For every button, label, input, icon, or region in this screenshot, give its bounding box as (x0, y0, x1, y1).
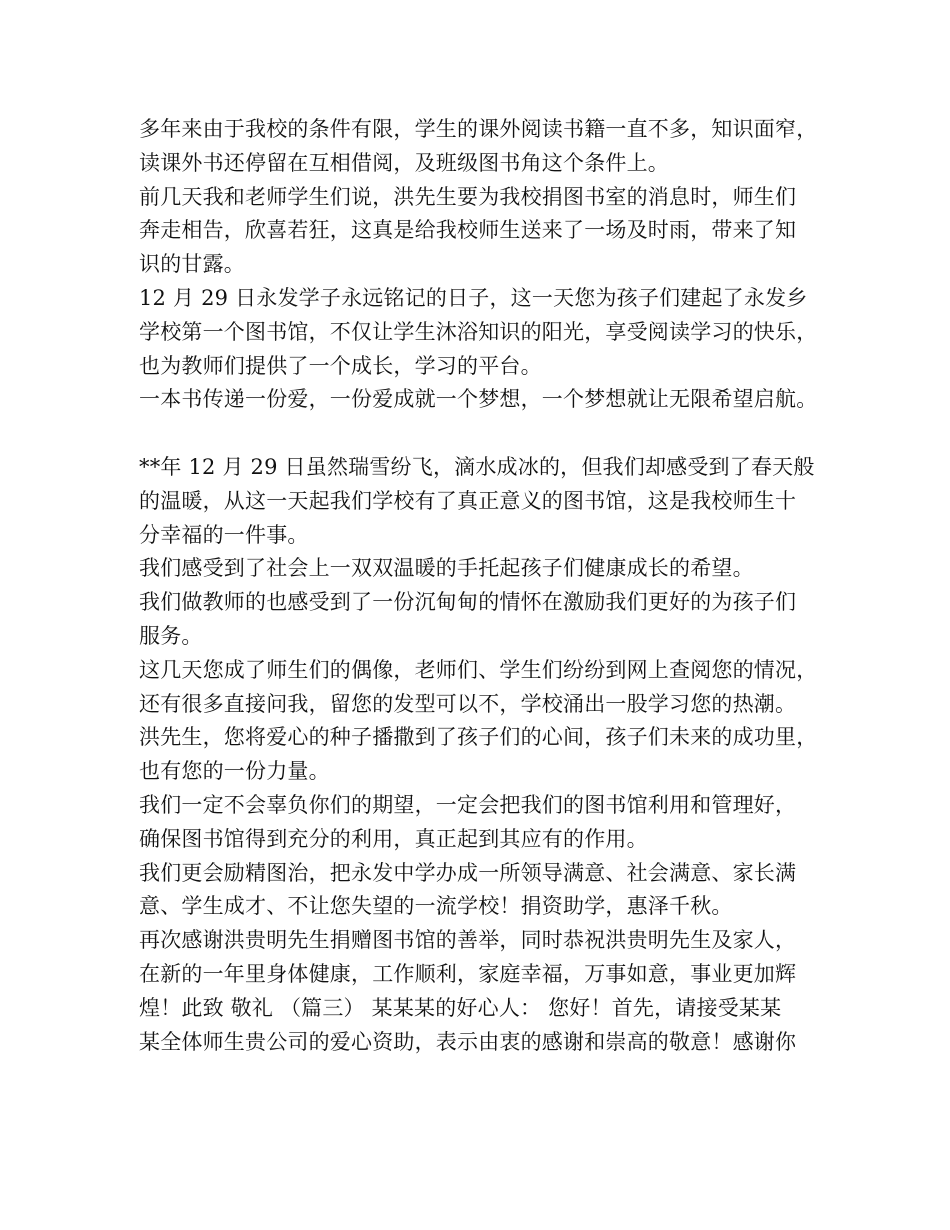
document-body (139, 113, 839, 1059)
text-line: 洪先生，您将爱心的种子播撒到了孩子们的心间，孩子们未来的成功里， (139, 725, 818, 750)
text-line: 再次感谢洪贵明先生捐赠图书馆的善举，同时恭祝洪贵明先生及家人， (139, 928, 797, 953)
text-line: 多年来由于我校的条件有限，学生的课外阅读书籍一直不多，知识面窄， (139, 117, 818, 141)
text-line: **年 12 月 29 日虽然瑞雪纷飞，滴水成冰的，但我们却感受到了春天般 (139, 454, 815, 479)
text-line: 我们更会励精图治，把永发中学办成一所领导满意、社会满意、家长满 (139, 860, 797, 885)
text-line: 识的甘露。 (139, 252, 245, 277)
text-line: 学校第一个图书馆，不仅让学生沐浴知识的阳光，享受阅读学习的快乐， (139, 319, 818, 344)
text-line: 读课外书还停留在互相借阅，及班级图书角这个条件上。 (139, 150, 669, 175)
text-line: 我们一定不会辜负你们的期望，一定会把我们的图书馆利用和管理好， (139, 792, 797, 817)
text-line: 也为教师们提供了一个成长，学习的平台。 (139, 353, 542, 378)
text-line: 意、学生成才、不让您失望的一流学校！捐资助学，惠泽千秋。 (139, 894, 733, 919)
paragraph-gap (139, 417, 839, 451)
text-line: 我们感受到了社会上一双双温暖的手托起孩子们健康成长的希望。 (139, 556, 754, 581)
text-line: 一本书传递一份爱，一份爱成就一个梦想，一个梦想就让无限希望启航。 (139, 387, 818, 412)
text-line: 还有很多直接问我，留您的发型可以不，学校涌出一股学习您的热潮。 (139, 691, 797, 716)
text-line: 确保图书馆得到充分的利用，真正起到其应有的作用。 (139, 826, 648, 851)
text-line: 12 月 29 日永发学子永远铭记的日子，这一天您为孩子们建起了永发乡 (139, 285, 808, 310)
text-line: 服务。 (139, 623, 203, 648)
text-line: 这几天您成了师生们的偶像，老师们、学生们纷纷到网上查阅您的情况， (139, 657, 818, 682)
text-line: 的温暖，从这一天起我们学校有了真正意义的图书馆，这是我校师生十 (139, 488, 797, 513)
text-line: 我们做教师的也感受到了一份沉甸甸的情怀在激励我们更好的为孩子们 (139, 590, 797, 615)
text-line: 分幸福的一件事。 (139, 522, 309, 547)
text-line: 煌！此致 敬礼 （篇三） 某某某的好心人： 您好！首先，请接受某某 (139, 995, 782, 1020)
text-line: 也有您的一份力量。 (139, 759, 330, 784)
text-line: 前几天我和老师学生们说，洪先生要为我校捐图书室的消息时，师生们 (139, 184, 797, 209)
text-line: 在新的一年里身体健康，工作顺利，家庭幸福，万事如意，事业更加辉 (139, 961, 797, 986)
text-line: 某全体师生贵公司的爱心资助，表示由衷的感谢和崇高的敬意！感谢你 (139, 1029, 797, 1054)
text-line: 奔走相告，欣喜若狂，这真是给我校师生送来了一场及时雨，带来了知 (139, 218, 797, 243)
